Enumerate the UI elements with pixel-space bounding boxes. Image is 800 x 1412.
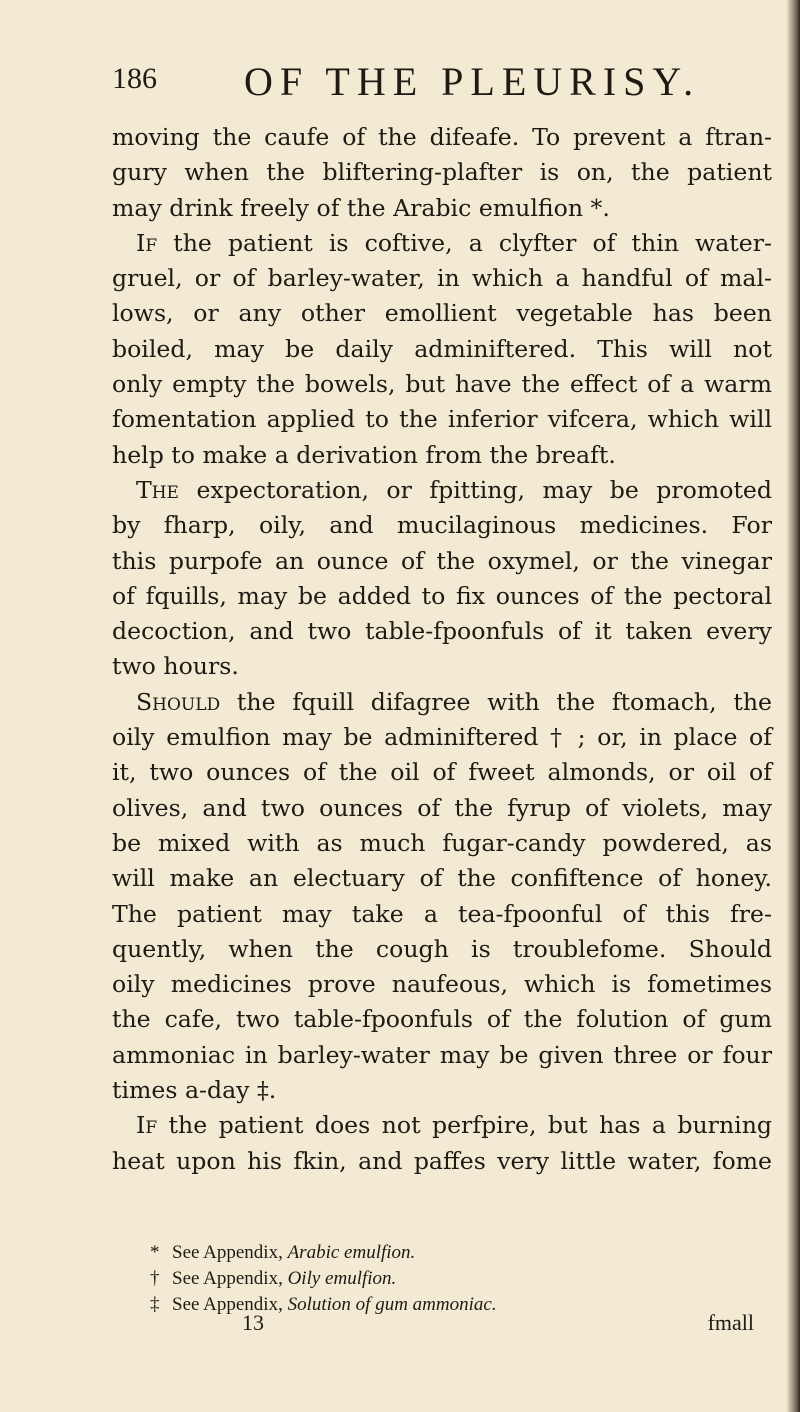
page-footer bbox=[112, 1310, 754, 1340]
footnote-mark: ‡ bbox=[150, 1294, 160, 1315]
footnote-mark: * bbox=[150, 1242, 160, 1263]
footnote-mark: † bbox=[150, 1268, 160, 1289]
text-line: boiled, may be daily adminiftered. This will not bbox=[112, 334, 772, 363]
footnote: † See Appendix, Oily emulfion. bbox=[150, 1266, 750, 1292]
text-line: gruel, or of barley-water, in which a handful of mal- bbox=[112, 264, 772, 293]
text-line: gury when the bliftering-plafter is on, the patient bbox=[112, 158, 772, 187]
page-number: 186 bbox=[112, 62, 157, 95]
text-line: oily emulfion may be adminiftered † ; or, in place of bbox=[112, 723, 772, 752]
text-line: may drink freely of the Arabic emulfion *. bbox=[112, 193, 610, 222]
text-line: Should the fquill difagree with the ftomach, the bbox=[136, 687, 772, 716]
text-line: by fharp, oily, and mucilaginous medicines. For bbox=[112, 511, 772, 540]
text-line: two hours. bbox=[112, 652, 239, 681]
text-line: lows, or any other emollient vegetable has been bbox=[112, 299, 772, 328]
text-line: If the patient is coftive, a clyfter of thin water- bbox=[136, 228, 772, 257]
text-line: If the patient does not perfpire, but has a burning bbox=[136, 1111, 772, 1140]
running-title: OF THE PLEURISY. bbox=[244, 59, 701, 104]
catchword: fmall bbox=[707, 1310, 754, 1335]
text-line: help to make a derivation from the breaft. bbox=[112, 440, 616, 469]
text-line: The patient may take a tea-fpoonful of this fre- bbox=[112, 899, 772, 928]
text-line: be mixed with as much fugar-candy powdered, as bbox=[112, 828, 772, 857]
text-line: olives, and two ounces of the fyrup of violets, may bbox=[112, 793, 772, 822]
footnote: * See Appendix, Arabic emulfion. bbox=[150, 1240, 750, 1266]
text-line: of fquills, may be added to fix ounces of the pectoral bbox=[112, 581, 772, 610]
text-line: only empty the bowels, but have the effect of a warm bbox=[112, 370, 772, 399]
text-line: the cafe, two table-fpoonfuls of the folution of gum bbox=[112, 1005, 772, 1034]
text-line: decoction, and two table-fpoonfuls of it taken every bbox=[112, 617, 772, 646]
text-line: oily medicines prove naufeous, which is fometimes bbox=[112, 970, 772, 999]
footnotes bbox=[150, 1240, 750, 1318]
text-line: heat upon his fkin, and paffes very little water, fome bbox=[112, 1146, 772, 1175]
text-line: quently, when the cough is troublefome. Should bbox=[112, 934, 772, 963]
footnote: ‡ See Appendix, Solution of gum ammoniac. bbox=[150, 1292, 750, 1318]
page-edge-shadow bbox=[786, 0, 800, 1412]
signature-mark: 13 bbox=[242, 1310, 264, 1335]
paragraph-initial-word: If bbox=[136, 1111, 158, 1140]
paragraph-initial-word: If bbox=[136, 228, 158, 257]
text-line: fomentation applied to the inferior vifcera, which will bbox=[112, 405, 772, 434]
page-header bbox=[112, 58, 732, 108]
text-line: moving the caufe of the difeafe. To prevent a ftran- bbox=[112, 123, 772, 151]
paragraph-initial-word: Should bbox=[136, 687, 221, 716]
text-line: ammoniac in barley-water may be given three or four bbox=[112, 1040, 772, 1069]
text-line: this purpofe an ounce of the oxymel, or the vinegar bbox=[112, 546, 772, 575]
text-line: will make an electuary of the confiftence of honey. bbox=[112, 864, 772, 893]
text-line: times a-day ‡. bbox=[112, 1076, 277, 1105]
text-line: The expectoration, or fpitting, may be promoted bbox=[136, 475, 772, 504]
body-text bbox=[112, 120, 772, 1179]
paragraph-initial-word: The bbox=[136, 475, 179, 504]
text-line: it, two ounces of the oil of fweet almonds, or oil of bbox=[112, 758, 772, 787]
